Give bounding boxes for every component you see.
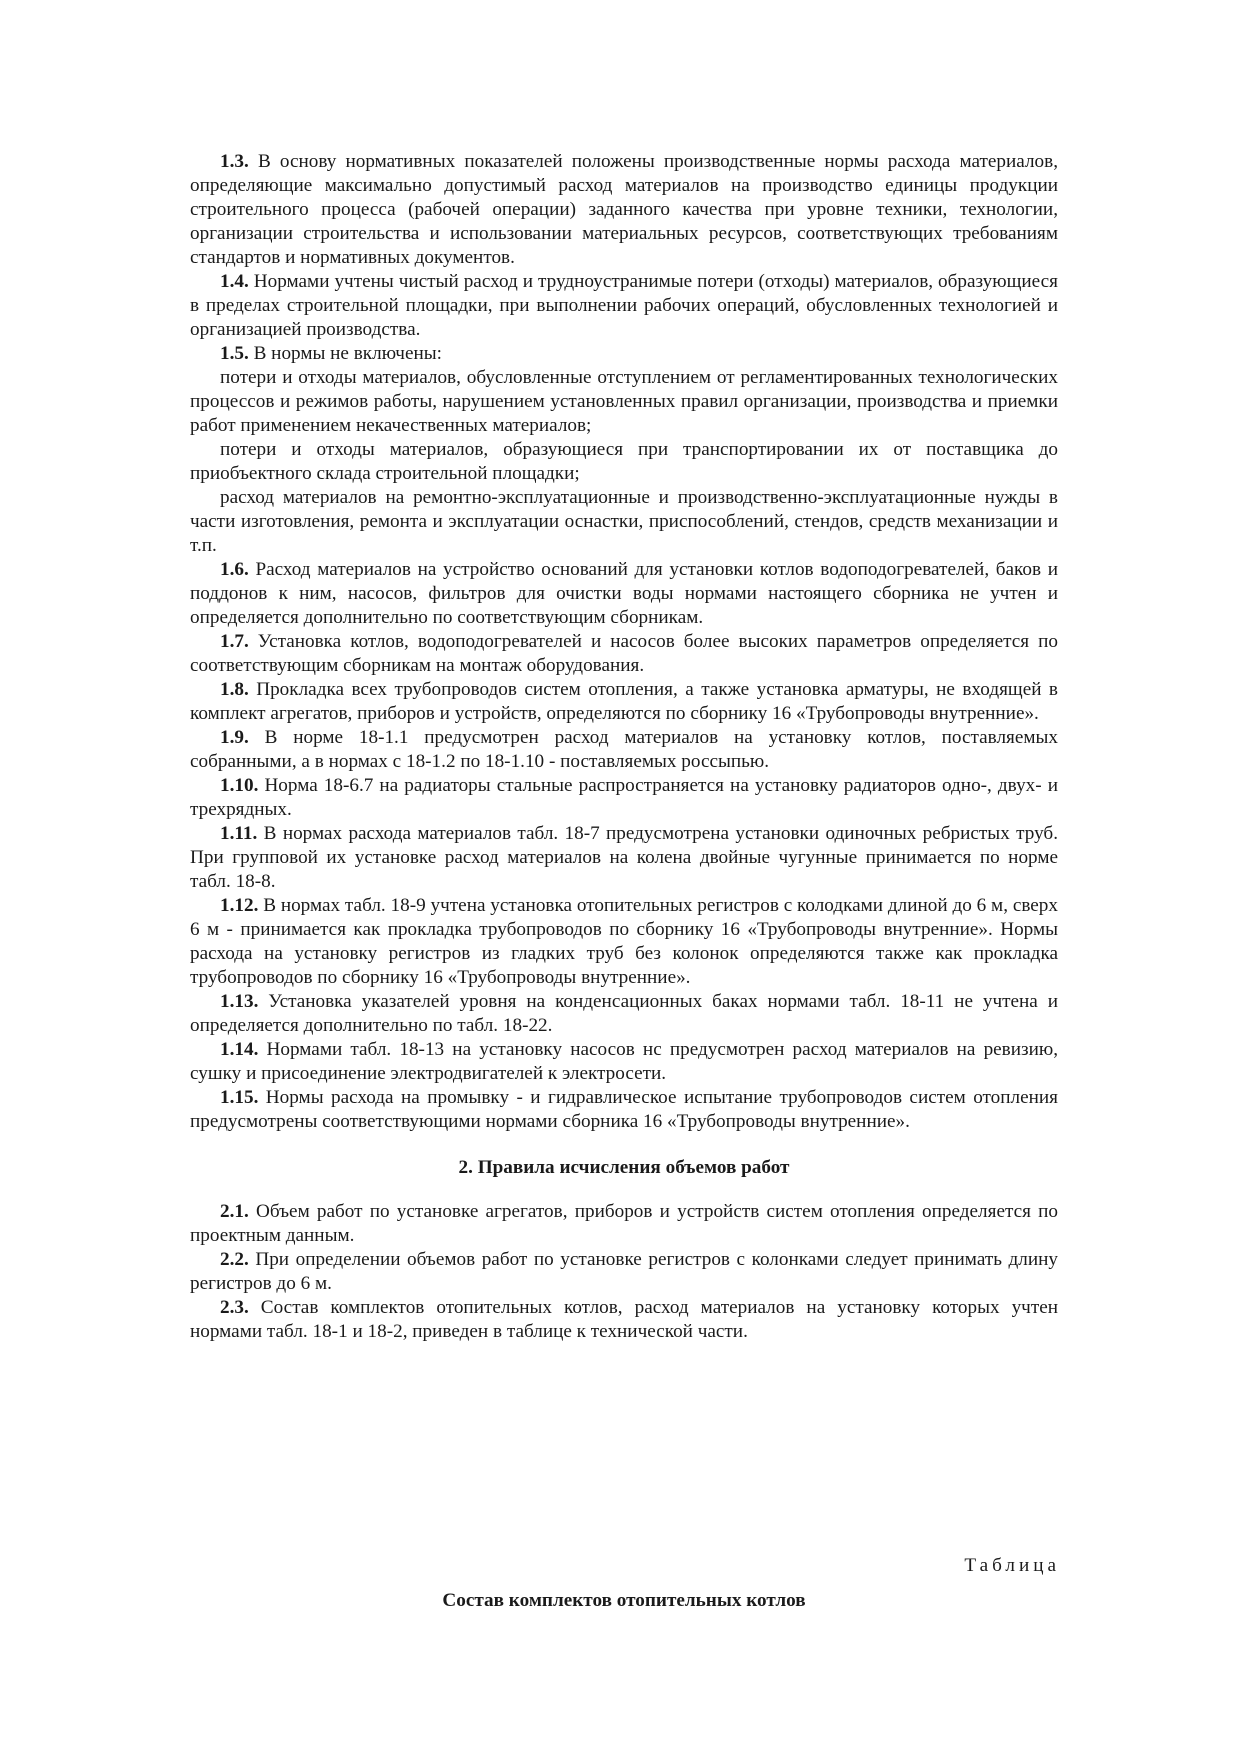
paragraph-number: 2.1. (220, 1201, 249, 1222)
table-title: Состав комплектов отопительных котлов (442, 1590, 806, 1611)
section-2-items (190, 1200, 1058, 1344)
paragraph-number: 2.3. (220, 1297, 249, 1318)
paragraph (190, 342, 1058, 366)
paragraph-number: 1.11. (220, 823, 258, 844)
paragraph-number: 1.8. (220, 679, 249, 700)
paragraph-text: потери и отходы материалов, образующиеся при транспортировании их от поставщика до приобъектного склада строительной площадки; (190, 439, 1058, 484)
paragraph (190, 990, 1058, 1038)
paragraph-text: Нормами учтены чистый расход и трудноустранимые потери (отходы) материалов, образующиеся в пределах строительной площадки, при выполнении рабочих операций, обусловленных технологией и организацией производства. (190, 271, 1058, 340)
paragraph-text: Установка котлов, водоподогревателей и насосов более высоких параметров определяется по соответствующим сборникам на монтаж оборудования. (190, 631, 1058, 676)
paragraph-text: При определении объемов работ по установке регистров с колонками следует принимать длину регистров до 6 м. (190, 1249, 1058, 1294)
paragraph-text: Состав комплектов отопительных котлов, расход материалов на установку которых учтен нормами табл. 18-1 и 18-2, приведен в таблице к технической части. (190, 1297, 1058, 1342)
paragraph-number: 1.14. (220, 1039, 259, 1060)
paragraph-number: 1.10. (220, 775, 259, 796)
paragraph-text: Прокладка всех трубопроводов систем отопления, а также установка арматуры, не входящей в комплект агрегатов, приборов и устройств, определяются по сборнику 16 «Трубопроводы внутренние». (190, 679, 1058, 724)
paragraph (190, 366, 1058, 438)
paragraph (190, 270, 1058, 342)
paragraph-number: 1.5. (220, 343, 249, 364)
paragraph-text: Установка указателей уровня на конденсационных баках нормами табл. 18-11 не учтена и определяется дополнительно по табл. 18-22. (190, 991, 1058, 1036)
paragraph-number: 2.2. (220, 1249, 249, 1270)
paragraph (190, 558, 1058, 630)
paragraph (190, 678, 1058, 726)
document-body (190, 150, 1058, 1344)
paragraph-text: В основу нормативных показателей положены производственные нормы расхода материалов, определяющие максимально допустимый расход материалов на производство единицы продукции строительного процесса (рабочей операции) заданного качества при уровне техники, технологии, организации строительства и использовании материальных ресурсов, соответствующих требованиям стандартов и нормативных документов. (190, 151, 1058, 268)
paragraph-number: 1.13. (220, 991, 259, 1012)
paragraph-text: В норме 18-1.1 предусмотрен расход материалов на установку котлов, поставляемых собранными, а в нормах с 18-1.2 по 18-1.10 - поставляемых россыпью. (190, 727, 1058, 772)
paragraph (190, 894, 1058, 990)
paragraph-number: 1.3. (220, 151, 249, 172)
paragraph (190, 438, 1058, 486)
paragraph-number: 1.7. (220, 631, 249, 652)
paragraph (190, 726, 1058, 774)
paragraph-text: В нормах расхода материалов табл. 18-7 предусмотрена установки одиночных ребристых труб. При групповой их установке расход материалов на колена двойные чугунные принимается по норме табл. 18-8. (190, 823, 1058, 892)
paragraph (190, 774, 1058, 822)
paragraph-text: В нормы не включены: (248, 343, 442, 364)
paragraph (190, 1296, 1058, 1344)
paragraph (190, 1038, 1058, 1086)
paragraph-text: Нормами табл. 18-13 на установку насосов нс предусмотрен расход материалов на ревизию, сушку и присоединение электродвигателей к электросети. (190, 1039, 1058, 1084)
section-2-title: 2. Правила исчисления объемов работ (458, 1157, 790, 1178)
paragraph (190, 1086, 1058, 1134)
paragraph (190, 150, 1058, 270)
paragraph-number: 1.4. (220, 271, 249, 292)
paragraph (190, 1248, 1058, 1296)
paragraph-text: потери и отходы материалов, обусловленные отступлением от регламентированных технологических процессов и режимов работы, нарушением установленных правил организации, производства и приемки работ применением некачественных материалов; (190, 367, 1058, 436)
paragraph-text: Нормы расхода на промывку - и гидравлическое испытание трубопроводов систем отопления предусмотрены соответствующими нормами сборника 16 «Трубопроводы внутренние». (190, 1087, 1058, 1132)
paragraph-number: 1.9. (220, 727, 249, 748)
paragraph-number: 1.12. (220, 895, 259, 916)
paragraph-text: Объем работ по установке агрегатов, приборов и устройств систем отопления определяется по проектным данным. (190, 1201, 1058, 1246)
paragraph-text: Расход материалов на устройство оснований для установки котлов водоподогревателей, баков и поддонов к ним, насосов, фильтров для очистки воды нормами настоящего сборника не учтен и определяется дополнительно по соответствующим сборникам. (190, 559, 1058, 628)
paragraph (190, 1200, 1058, 1248)
paragraph-text: В нормах табл. 18-9 учтена установка отопительных регистров с колодками длиной до 6 м, сверх 6 м - принимается как прокладка трубопроводов по сборнику 16 «Трубопроводы внутренние». Нормы расхода на установку регистров из гладких труб без колонок определяются также как прокладка трубопроводов по сборнику 16 «Трубопроводы внутренние». (190, 895, 1058, 988)
paragraph-number: 1.15. (220, 1087, 259, 1108)
paragraph-number: 1.6. (220, 559, 249, 580)
paragraph-text: расход материалов на ремонтно-эксплуатационные и производственно-эксплуатационные нужды в части изготовления, ремонта и эксплуатации оснастки, приспособлений, стендов, средств механизации и т.п. (190, 487, 1058, 556)
paragraph-text: Норма 18-6.7 на радиаторы стальные распространяется на установку радиаторов одно-, двух- и трехрядных. (190, 775, 1058, 820)
paragraph (190, 486, 1058, 558)
paragraph (190, 822, 1058, 894)
section-1-items (190, 150, 1058, 1134)
paragraph (190, 630, 1058, 678)
table-label: Таблица (964, 1555, 1060, 1576)
